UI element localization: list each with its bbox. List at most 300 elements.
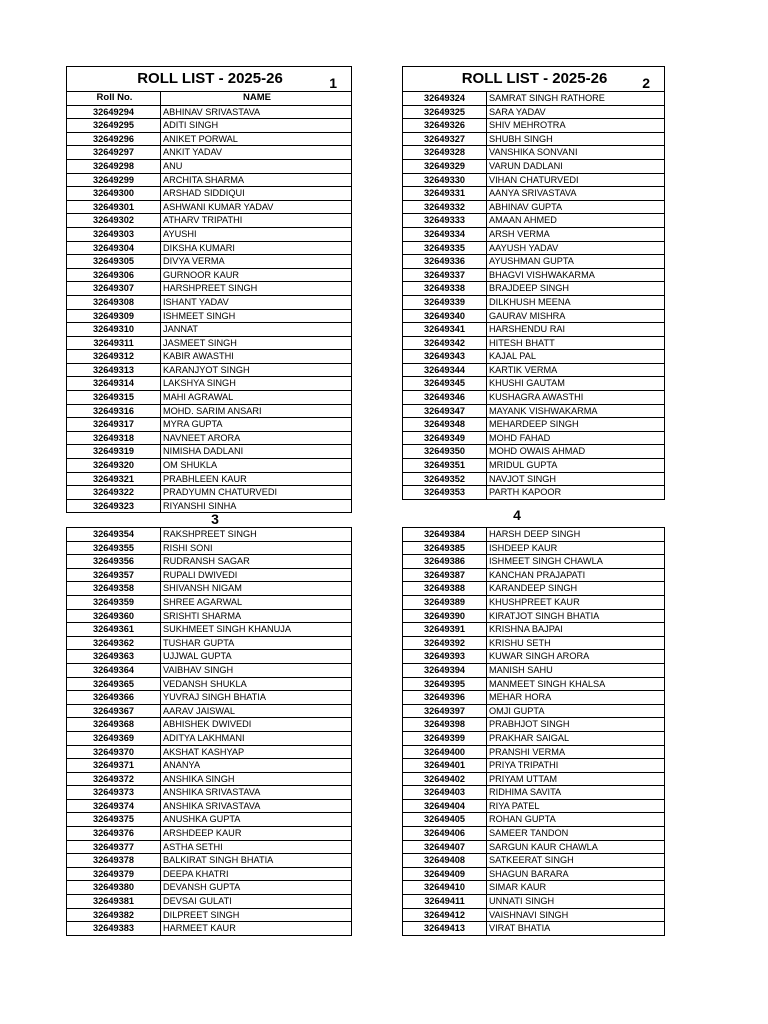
- roll-header: Roll No.: [67, 92, 161, 106]
- table-row: [67, 282, 352, 296]
- table-row: [67, 214, 352, 228]
- student-name: PRANSHI VERMA: [487, 745, 665, 759]
- student-name: ATHARV TRIPATHI: [161, 214, 352, 228]
- student-name: ANANYA: [161, 759, 352, 773]
- roll-number: 32649374: [67, 799, 161, 813]
- roll-number: 32649338: [403, 282, 487, 296]
- table-row: [67, 268, 352, 282]
- table-row: [403, 636, 665, 650]
- table-row: [403, 431, 665, 445]
- table-row: [403, 704, 665, 718]
- student-name: ISHMEET SINGH: [161, 309, 352, 323]
- roll-number: 32649376: [67, 827, 161, 841]
- roll-number: 32649409: [403, 867, 487, 881]
- roll-number: 32649316: [67, 404, 161, 418]
- roll-number: 32649398: [403, 718, 487, 732]
- student-name: SHREE AGARWAL: [161, 595, 352, 609]
- table-row: [403, 350, 665, 364]
- table-row: [67, 677, 352, 691]
- student-name: ANSHIKA SRIVASTAVA: [161, 786, 352, 800]
- roll-number: 32649323: [67, 499, 161, 513]
- student-name: MANMEET SINGH KHALSA: [487, 677, 665, 691]
- table-row: [403, 214, 665, 228]
- table-row: [67, 555, 352, 569]
- roll-number: 32649399: [403, 731, 487, 745]
- table-row: [403, 323, 665, 337]
- roll-number: 32649295: [67, 119, 161, 133]
- roll-number: 32649411: [403, 895, 487, 909]
- student-name: ARSHAD SIDDIQUI: [161, 187, 352, 201]
- student-name: KRISHU SETH: [487, 636, 665, 650]
- table-row: [403, 609, 665, 623]
- roll-number: 32649298: [67, 159, 161, 173]
- roll-number: 32649402: [403, 772, 487, 786]
- table-row: [403, 404, 665, 418]
- student-name: ARSH VERMA: [487, 227, 665, 241]
- list-number: 2: [642, 75, 651, 91]
- roll-number: 32649385: [403, 541, 487, 555]
- table-row: [403, 187, 665, 201]
- student-name: LAKSHYA SINGH: [161, 377, 352, 391]
- student-name: DIVYA VERMA: [161, 255, 352, 269]
- student-name: ISHMEET SINGH CHAWLA: [487, 555, 665, 569]
- table-row: [403, 786, 665, 800]
- table-row: [403, 691, 665, 705]
- table-row: [403, 105, 665, 119]
- student-name: OMJI GUPTA: [487, 704, 665, 718]
- student-name: MOHD OWAIS AHMAD: [487, 445, 665, 459]
- student-name: JANNAT: [161, 323, 352, 337]
- table-row: [67, 350, 352, 364]
- table-row: [67, 582, 352, 596]
- student-name: NAVNEET ARORA: [161, 431, 352, 445]
- student-name: VIHAN CHATURVEDI: [487, 173, 665, 187]
- roll-number: 32649396: [403, 691, 487, 705]
- roll-number: 32649379: [67, 867, 161, 881]
- roll-number: 32649303: [67, 227, 161, 241]
- table-row: [67, 200, 352, 214]
- table-row: [403, 663, 665, 677]
- table-row: [403, 827, 665, 841]
- roll-number: 32649354: [67, 528, 161, 542]
- student-name: GURNOOR KAUR: [161, 268, 352, 282]
- roll-number: 32649405: [403, 813, 487, 827]
- student-name: ARSHDEEP KAUR: [161, 827, 352, 841]
- student-name: HARSHENDU RAI: [487, 323, 665, 337]
- roll-number: 32649391: [403, 623, 487, 637]
- student-name: NIMISHA DADLANI: [161, 445, 352, 459]
- student-name: KIRATJOT SINGH BHATIA: [487, 609, 665, 623]
- student-name: AYUSHI: [161, 227, 352, 241]
- student-name: MEHAR HORA: [487, 691, 665, 705]
- student-name: ANUSHKA GUPTA: [161, 813, 352, 827]
- roll-number: 32649359: [67, 595, 161, 609]
- roll-number: 32649413: [403, 922, 487, 936]
- student-name: ABHINAV SRIVASTAVA: [161, 105, 352, 119]
- roll-list-3: [66, 527, 352, 936]
- table-row: [403, 391, 665, 405]
- roll-number: 32649301: [67, 200, 161, 214]
- table-row: [67, 404, 352, 418]
- table-row: [403, 772, 665, 786]
- student-name: KARANJYOT SINGH: [161, 363, 352, 377]
- list-title-cell: [403, 67, 665, 92]
- student-name: MANISH SAHU: [487, 663, 665, 677]
- roll-number: 32649314: [67, 377, 161, 391]
- roll-number: 32649388: [403, 582, 487, 596]
- roll-number: 32649348: [403, 418, 487, 432]
- student-name: ANIKET PORWAL: [161, 132, 352, 146]
- student-name: ANSHIKA SINGH: [161, 772, 352, 786]
- roll-number: 32649352: [403, 472, 487, 486]
- roll-number: 32649336: [403, 255, 487, 269]
- table-row: [67, 813, 352, 827]
- table-row: [403, 731, 665, 745]
- roll-number: 32649309: [67, 309, 161, 323]
- student-name: DILKHUSH MEENA: [487, 295, 665, 309]
- table-row: [403, 840, 665, 854]
- student-name: ISHDEEP KAUR: [487, 541, 665, 555]
- table-row: [403, 92, 665, 106]
- roll-number: 32649381: [67, 895, 161, 909]
- student-name: PRIYAM UTTAM: [487, 772, 665, 786]
- student-name: PRABHJOT SINGH: [487, 718, 665, 732]
- page-number-3: 3: [211, 511, 219, 527]
- table-row: [403, 541, 665, 555]
- student-name: KHUSHI GAUTAM: [487, 377, 665, 391]
- table-row: [67, 377, 352, 391]
- table-row: [67, 731, 352, 745]
- table-row: [67, 854, 352, 868]
- roll-table-4: [402, 527, 665, 936]
- roll-number: 32649331: [403, 187, 487, 201]
- student-name: DEVSAI GULATI: [161, 895, 352, 909]
- roll-number: 32649363: [67, 650, 161, 664]
- table-row: [67, 336, 352, 350]
- roll-number: 32649341: [403, 323, 487, 337]
- student-name: SAMEER TANDON: [487, 827, 665, 841]
- roll-number: 32649300: [67, 187, 161, 201]
- student-name: BALKIRAT SINGH BHATIA: [161, 854, 352, 868]
- table-row: [403, 677, 665, 691]
- roll-number: 32649397: [403, 704, 487, 718]
- student-name: HITESH BHATT: [487, 336, 665, 350]
- student-name: VAISHNAVI SINGH: [487, 908, 665, 922]
- roll-table-1: [66, 66, 352, 513]
- roll-number: 32649310: [67, 323, 161, 337]
- roll-number: 32649362: [67, 636, 161, 650]
- table-row: [67, 759, 352, 773]
- table-row: [403, 472, 665, 486]
- student-name: VARUN DADLANI: [487, 159, 665, 173]
- table-row: [403, 282, 665, 296]
- student-name: KANCHAN PRAJAPATI: [487, 568, 665, 582]
- roll-number: 32649312: [67, 350, 161, 364]
- table-row: [67, 431, 352, 445]
- roll-number: 32649383: [67, 922, 161, 936]
- roll-number: 32649326: [403, 119, 487, 133]
- roll-number: 32649394: [403, 663, 487, 677]
- student-name: BHAGVI VISHWAKARMA: [487, 268, 665, 282]
- student-name: HARMEET KAUR: [161, 922, 352, 936]
- roll-number: 32649325: [403, 105, 487, 119]
- table-row: [67, 295, 352, 309]
- table-row: [403, 363, 665, 377]
- roll-number: 32649350: [403, 445, 487, 459]
- roll-number: 32649380: [67, 881, 161, 895]
- table-row: [67, 255, 352, 269]
- student-name: OM SHUKLA: [161, 459, 352, 473]
- student-name: TUSHAR GUPTA: [161, 636, 352, 650]
- roll-number: 32649370: [67, 745, 161, 759]
- table-row: [403, 132, 665, 146]
- student-name: MEHARDEEP SINGH: [487, 418, 665, 432]
- roll-number: 32649307: [67, 282, 161, 296]
- student-name: AYUSHMAN GUPTA: [487, 255, 665, 269]
- table-row: [67, 173, 352, 187]
- student-name: SHUBH SINGH: [487, 132, 665, 146]
- roll-number: 32649355: [67, 541, 161, 555]
- table-row: [67, 772, 352, 786]
- rows-4: [403, 528, 665, 936]
- roll-number: 32649333: [403, 214, 487, 228]
- table-row: [67, 323, 352, 337]
- roll-number: 32649315: [67, 391, 161, 405]
- table-row: [67, 445, 352, 459]
- table-row: [67, 595, 352, 609]
- roll-number: 32649320: [67, 459, 161, 473]
- table-row: [67, 663, 352, 677]
- roll-number: 32649371: [67, 759, 161, 773]
- student-name: AKSHAT KASHYAP: [161, 745, 352, 759]
- table-row: [67, 528, 352, 542]
- student-name: PRAKHAR SAIGAL: [487, 731, 665, 745]
- student-name: ANKIT YADAV: [161, 146, 352, 160]
- student-name: SHIV MEHROTRA: [487, 119, 665, 133]
- roll-number: 32649345: [403, 377, 487, 391]
- table-row: [67, 786, 352, 800]
- roll-number: 32649335: [403, 241, 487, 255]
- roll-number: 32649330: [403, 173, 487, 187]
- roll-list-4: [402, 527, 665, 936]
- list-title-cell: [67, 67, 352, 92]
- table-row: [67, 391, 352, 405]
- table-row: [403, 418, 665, 432]
- student-name: JASMEET SINGH: [161, 336, 352, 350]
- roll-number: 32649329: [403, 159, 487, 173]
- student-name: HARSH DEEP SINGH: [487, 528, 665, 542]
- student-name: SAMRAT SINGH RATHORE: [487, 92, 665, 106]
- table-row: [403, 718, 665, 732]
- roll-number: 32649412: [403, 908, 487, 922]
- student-name: ASTHA SETHI: [161, 840, 352, 854]
- student-name: ASHWANI KUMAR YADAV: [161, 200, 352, 214]
- rows-2: [403, 92, 665, 500]
- student-name: SARA YADAV: [487, 105, 665, 119]
- table-row: [67, 840, 352, 854]
- roll-number: 32649407: [403, 840, 487, 854]
- student-name: AANYA SRIVASTAVA: [487, 187, 665, 201]
- student-name: UJJWAL GUPTA: [161, 650, 352, 664]
- roll-number: 32649321: [67, 472, 161, 486]
- student-name: SARGUN KAUR CHAWLA: [487, 840, 665, 854]
- student-name: VANSHIKA SONVANI: [487, 146, 665, 160]
- roll-number: 32649347: [403, 404, 487, 418]
- student-name: RISHI SONI: [161, 541, 352, 555]
- table-row: [67, 541, 352, 555]
- student-name: PRIYA TRIPATHI: [487, 759, 665, 773]
- table-row: [67, 704, 352, 718]
- table-row: [403, 241, 665, 255]
- student-name: ISHANT YADAV: [161, 295, 352, 309]
- table-row: [403, 582, 665, 596]
- table-row: [403, 867, 665, 881]
- roll-number: 32649403: [403, 786, 487, 800]
- student-name: MRIDUL GUPTA: [487, 459, 665, 473]
- roll-number: 32649400: [403, 745, 487, 759]
- table-row: [403, 486, 665, 500]
- roll-number: 32649366: [67, 691, 161, 705]
- roll-number: 32649384: [403, 528, 487, 542]
- student-name: KAJAL PAL: [487, 350, 665, 364]
- roll-number: 32649332: [403, 200, 487, 214]
- table-row: [403, 377, 665, 391]
- roll-number: 32649294: [67, 105, 161, 119]
- student-name: KRISHNA BAJPAI: [487, 623, 665, 637]
- roll-table-2: [402, 66, 665, 500]
- table-row: [67, 418, 352, 432]
- student-name: DIKSHA KUMARI: [161, 241, 352, 255]
- student-name: DEEPA KHATRI: [161, 867, 352, 881]
- roll-number: 32649349: [403, 431, 487, 445]
- student-name: ADITI SINGH: [161, 119, 352, 133]
- table-row: [403, 268, 665, 282]
- list-number: 1: [329, 75, 338, 91]
- student-name: YUVRAJ SINGH BHATIA: [161, 691, 352, 705]
- table-row: [67, 881, 352, 895]
- table-row: [67, 568, 352, 582]
- student-name: SHIVANSH NIGAM: [161, 582, 352, 596]
- table-row: [67, 146, 352, 160]
- student-name: ROHAN GUPTA: [487, 813, 665, 827]
- roll-number: 32649337: [403, 268, 487, 282]
- table-row: [403, 854, 665, 868]
- student-name: BRAJDEEP SINGH: [487, 282, 665, 296]
- roll-number: 32649368: [67, 718, 161, 732]
- table-row: [403, 623, 665, 637]
- roll-number: 32649317: [67, 418, 161, 432]
- roll-number: 32649340: [403, 309, 487, 323]
- student-name: AAYUSH YADAV: [487, 241, 665, 255]
- roll-number: 32649390: [403, 609, 487, 623]
- table-row: [67, 472, 352, 486]
- table-row: [403, 922, 665, 936]
- student-name: KUWAR SINGH ARORA: [487, 650, 665, 664]
- roll-number: 32649344: [403, 363, 487, 377]
- student-name: MOHD FAHAD: [487, 431, 665, 445]
- table-row: [67, 745, 352, 759]
- table-row: [403, 745, 665, 759]
- student-name: UNNATI SINGH: [487, 895, 665, 909]
- roll-number: 32649311: [67, 336, 161, 350]
- student-name: PRADYUMN CHATURVEDI: [161, 486, 352, 500]
- roll-number: 32649305: [67, 255, 161, 269]
- table-row: [403, 146, 665, 160]
- student-name: KARTIK VERMA: [487, 363, 665, 377]
- roll-number: 32649357: [67, 568, 161, 582]
- table-row: [67, 119, 352, 133]
- student-name: ANU: [161, 159, 352, 173]
- student-name: RIDHIMA SAVITA: [487, 786, 665, 800]
- rows-3: [67, 528, 352, 936]
- student-name: SHAGUN BARARA: [487, 867, 665, 881]
- table-row: [403, 336, 665, 350]
- roll-number: 32649406: [403, 827, 487, 841]
- roll-number: 32649328: [403, 146, 487, 160]
- student-name: MYRA GUPTA: [161, 418, 352, 432]
- rows-1: [67, 105, 352, 513]
- table-row: [67, 241, 352, 255]
- table-row: [67, 718, 352, 732]
- student-name: HARSHPREET SINGH: [161, 282, 352, 296]
- roll-number: 32649404: [403, 799, 487, 813]
- table-row: [403, 813, 665, 827]
- roll-number: 32649372: [67, 772, 161, 786]
- table-row: [67, 609, 352, 623]
- table-row: [67, 908, 352, 922]
- roll-number: 32649364: [67, 663, 161, 677]
- table-row: [67, 227, 352, 241]
- student-name: VIRAT BHATIA: [487, 922, 665, 936]
- student-name: KARANDEEP SINGH: [487, 582, 665, 596]
- roll-number: 32649304: [67, 241, 161, 255]
- roll-number: 32649389: [403, 595, 487, 609]
- student-name: SRISHTI SHARMA: [161, 609, 352, 623]
- table-row: [403, 200, 665, 214]
- list-title: ROLL LIST - 2025-26: [137, 70, 283, 87]
- roll-number: 32649342: [403, 336, 487, 350]
- table-row: [67, 799, 352, 813]
- table-row: [67, 459, 352, 473]
- student-name: AARAV JAISWAL: [161, 704, 352, 718]
- roll-number: 32649308: [67, 295, 161, 309]
- table-row: [403, 759, 665, 773]
- student-name: RIYANSHI SINHA: [161, 499, 352, 513]
- roll-number: 32649382: [67, 908, 161, 922]
- table-row: [403, 908, 665, 922]
- table-row: [403, 119, 665, 133]
- table-row: [403, 555, 665, 569]
- table-row: [67, 650, 352, 664]
- student-name: MAYANK VISHWAKARMA: [487, 404, 665, 418]
- table-row: [403, 309, 665, 323]
- student-name: MAHI AGRAWAL: [161, 391, 352, 405]
- roll-number: 32649373: [67, 786, 161, 800]
- table-row: [403, 173, 665, 187]
- student-name: PRABHLEEN KAUR: [161, 472, 352, 486]
- roll-number: 32649299: [67, 173, 161, 187]
- roll-table-3: [66, 527, 352, 936]
- student-name: VEDANSH SHUKLA: [161, 677, 352, 691]
- student-name: DILPREET SINGH: [161, 908, 352, 922]
- roll-number: 32649358: [67, 582, 161, 596]
- roll-number: 32649327: [403, 132, 487, 146]
- roll-number: 32649387: [403, 568, 487, 582]
- table-row: [403, 881, 665, 895]
- roll-number: 32649339: [403, 295, 487, 309]
- roll-number: 32649302: [67, 214, 161, 228]
- student-name: GAURAV MISHRA: [487, 309, 665, 323]
